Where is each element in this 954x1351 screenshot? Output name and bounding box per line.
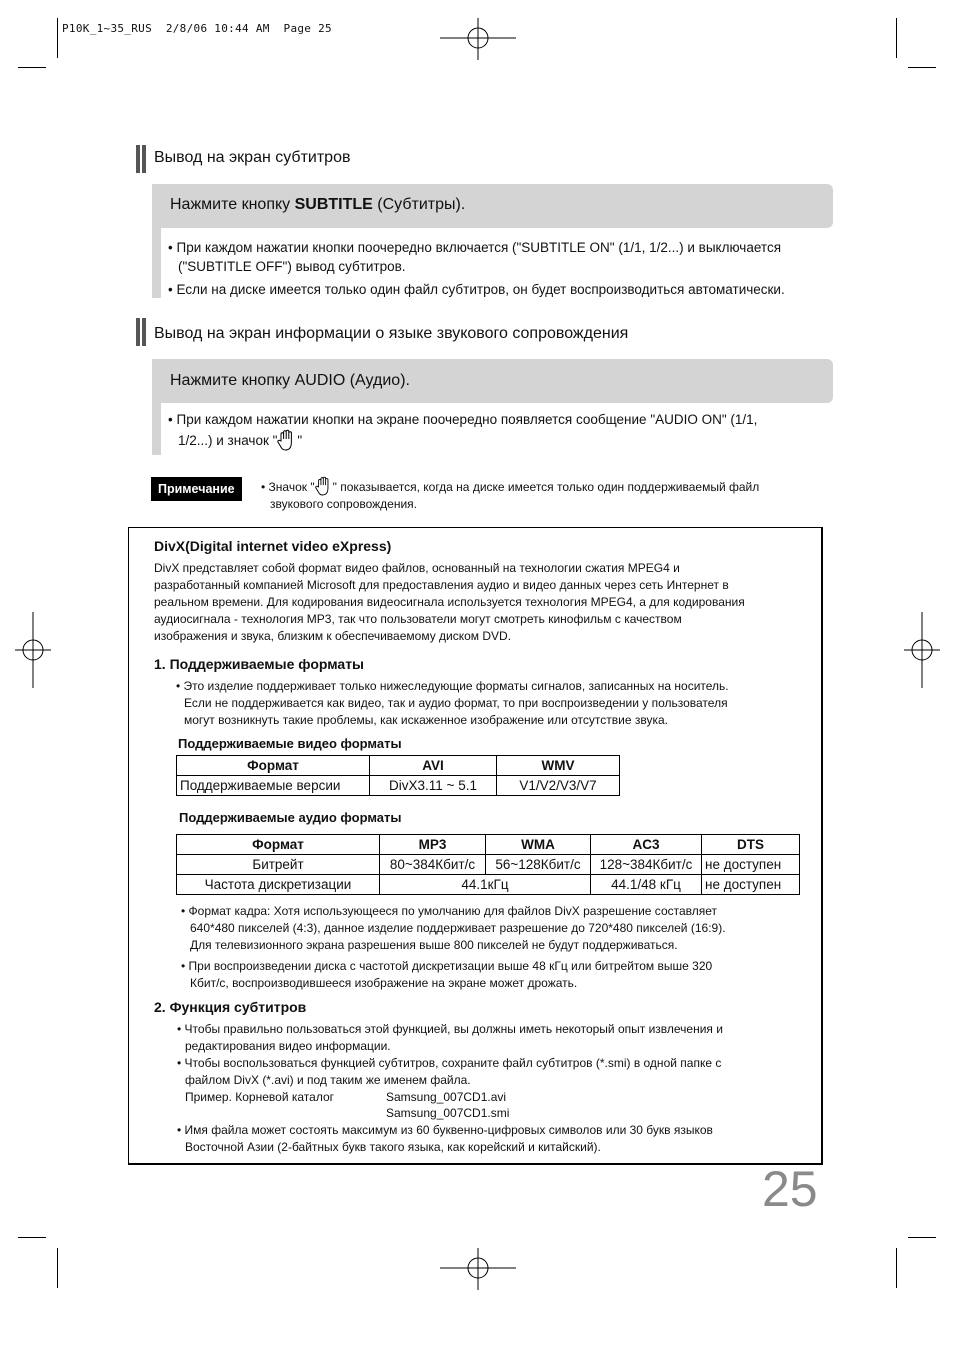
section1-bullet-1: • При каждом нажатии кнопки поочередно включается ("SUBTITLE ON" (1/1, 1/2...) и выключается ("SUBTITLE OFF") вывод субтитров. bbox=[168, 240, 782, 274]
table-cell: 44.1/48 кГц bbox=[591, 875, 702, 895]
table-cell: 80~384Кбит/с bbox=[380, 855, 486, 875]
section2-banner bbox=[152, 359, 833, 403]
table-cell: не доступен bbox=[702, 875, 800, 895]
table-row bbox=[177, 875, 800, 895]
divx-title: DivX(Digital internet video eXpress) bbox=[154, 538, 392, 554]
table-header: Формат bbox=[177, 756, 370, 776]
section2-bullet-1: • При каждом нажатии кнопки на экране поочередно появляется сообщение "AUDIO ON" (1/1, 1/2...) и значок " " bbox=[168, 410, 838, 451]
subtitle-function-heading: 2. Функция субтитров bbox=[154, 999, 307, 1015]
subtitle-bullet-2: • Чтобы воспользоваться функцией субтитров, сохраните файл субтитров (*.smi) в одной папке с файлом DivX (*.avi) и под таким же именем файла. bbox=[177, 1056, 722, 1087]
formats-bullet: • Это изделие поддерживает только нижеследующие форматы сигналов, записанных на носитель. Если не поддерживается как видео, так и аудио формат, то при воспроизведении у пользователя могут возникнуть такие проблемы, как искаженное изображение или отсутствие звука. bbox=[176, 679, 729, 727]
audio-formats-heading: Поддерживаемые аудио форматы bbox=[179, 810, 402, 825]
table-header: Формат bbox=[177, 835, 380, 855]
table-header: DTS bbox=[702, 835, 800, 855]
audio-formats-table bbox=[176, 834, 800, 895]
no-entry-hand-icon bbox=[277, 429, 297, 451]
table-header: WMA bbox=[486, 835, 591, 855]
table-cell: Битрейт bbox=[177, 855, 380, 875]
subtitle-example-file-smi: Samsung_007CD1.smi bbox=[386, 1106, 510, 1120]
section2-side-bar bbox=[152, 403, 161, 455]
notes-sampling: • При воспроизведении диска с частотой дискретизации выше 48 кГц или битрейтом выше 320 Кбит/с, воспроизводившееся изображение на экране может дрожать. bbox=[181, 959, 713, 990]
subtitle-bullet-3: • Имя файла может состоять максимум из 60 буквенно-цифровых символов или 30 букв языков Восточной Азии (2-байтных букв такого языка, как корейский и китайский). bbox=[177, 1123, 713, 1154]
table-header: MP3 bbox=[380, 835, 486, 855]
section2-banner-text: Нажмите кнопку AUDIO (Аудио). bbox=[170, 372, 410, 389]
registration-mark-bottom-icon bbox=[440, 1248, 516, 1290]
section-marker-icon bbox=[136, 318, 148, 346]
table-row bbox=[177, 756, 620, 776]
section1-banner bbox=[152, 184, 833, 228]
notes-frame-format: • Формат кадра: Хотя использующееся по умолчанию для файлов DivX разрешение составляет 640*480 пикселей (4:3), данное изделие поддерживает разрешение до 720*480 пикселей (16:9). Для телевизионного экрана разрешения выше 800 пикселей не будут поддерживаться. bbox=[181, 904, 726, 952]
table-header: WMV bbox=[497, 756, 620, 776]
page-number: 25 bbox=[762, 1161, 818, 1217]
table-row bbox=[177, 776, 620, 796]
no-entry-hand-icon bbox=[315, 476, 333, 496]
print-header: P10K_1~35_RUS 2/8/06 10:44 AM Page 25 bbox=[62, 22, 332, 35]
table-header: AVI bbox=[370, 756, 497, 776]
formats-heading: 1. Поддерживаемые форматы bbox=[154, 656, 365, 672]
table-cell: V1/V2/V3/V7 bbox=[497, 776, 620, 796]
note-badge: Примечание bbox=[152, 478, 241, 500]
table-row bbox=[177, 855, 800, 875]
subtitle-example-label: Пример. Корневой каталог bbox=[185, 1090, 335, 1104]
registration-mark-top-icon bbox=[440, 18, 516, 60]
registration-mark-left-icon bbox=[15, 612, 51, 688]
section-marker-icon bbox=[136, 145, 148, 173]
table-cell: 44.1кГц bbox=[380, 875, 591, 895]
table-cell: Поддерживаемые версии bbox=[177, 776, 370, 796]
subtitle-example-file-avi: Samsung_007CD1.avi bbox=[386, 1090, 507, 1104]
video-formats-table bbox=[176, 755, 620, 796]
table-cell: 128~384Кбит/с bbox=[591, 855, 702, 875]
video-formats-heading: Поддерживаемые видео форматы bbox=[178, 736, 402, 751]
registration-mark-right-icon bbox=[904, 612, 940, 688]
section1-title: Вывод на экран субтитров bbox=[154, 149, 351, 166]
table-header: AC3 bbox=[591, 835, 702, 855]
table-cell: DivX3.11 ~ 5.1 bbox=[370, 776, 497, 796]
section1-side-bar bbox=[152, 228, 161, 298]
table-cell: 56~128Кбит/с bbox=[486, 855, 591, 875]
divx-intro: DivX представляет собой формат видео файлов, основанный на технологии сжатия MPEG4 и разработанный компанией Microsoft для предоставления аудио и видео данных через сеть Интернет в реальном времени. Для кодирования видеосигнала используется технология MPEG4, а для кодирования аудиосигнала - технология MP3, так что пользователи могут смотреть кинофильм с качеством изображения и звука, близким к обеспечиваемому диском DVD. bbox=[154, 561, 745, 643]
section1-bullet-2: • Если на диске имеется только один файл субтитров, он будет воспроизводиться автоматически. bbox=[168, 282, 785, 297]
table-row bbox=[177, 835, 800, 855]
section2-title: Вывод на экран информации о языке звукового сопровождения bbox=[154, 325, 629, 342]
table-cell: не доступен bbox=[702, 855, 800, 875]
section1-banner-text: Нажмите кнопку SUBTITLE (Субтитры). bbox=[170, 196, 466, 213]
table-cell: Частота дискретизации bbox=[177, 875, 380, 895]
note-text: • Значок " " показывается, когда на диске имеется только один поддерживаемый файл звукового сопровождения. bbox=[261, 476, 831, 513]
subtitle-bullet-1: • Чтобы правильно пользоваться этой функцией, вы должны иметь некоторый опыт извлечения и редактирования видео информации. bbox=[177, 1022, 723, 1053]
subtitle-key-label: SUBTITLE bbox=[294, 196, 373, 213]
